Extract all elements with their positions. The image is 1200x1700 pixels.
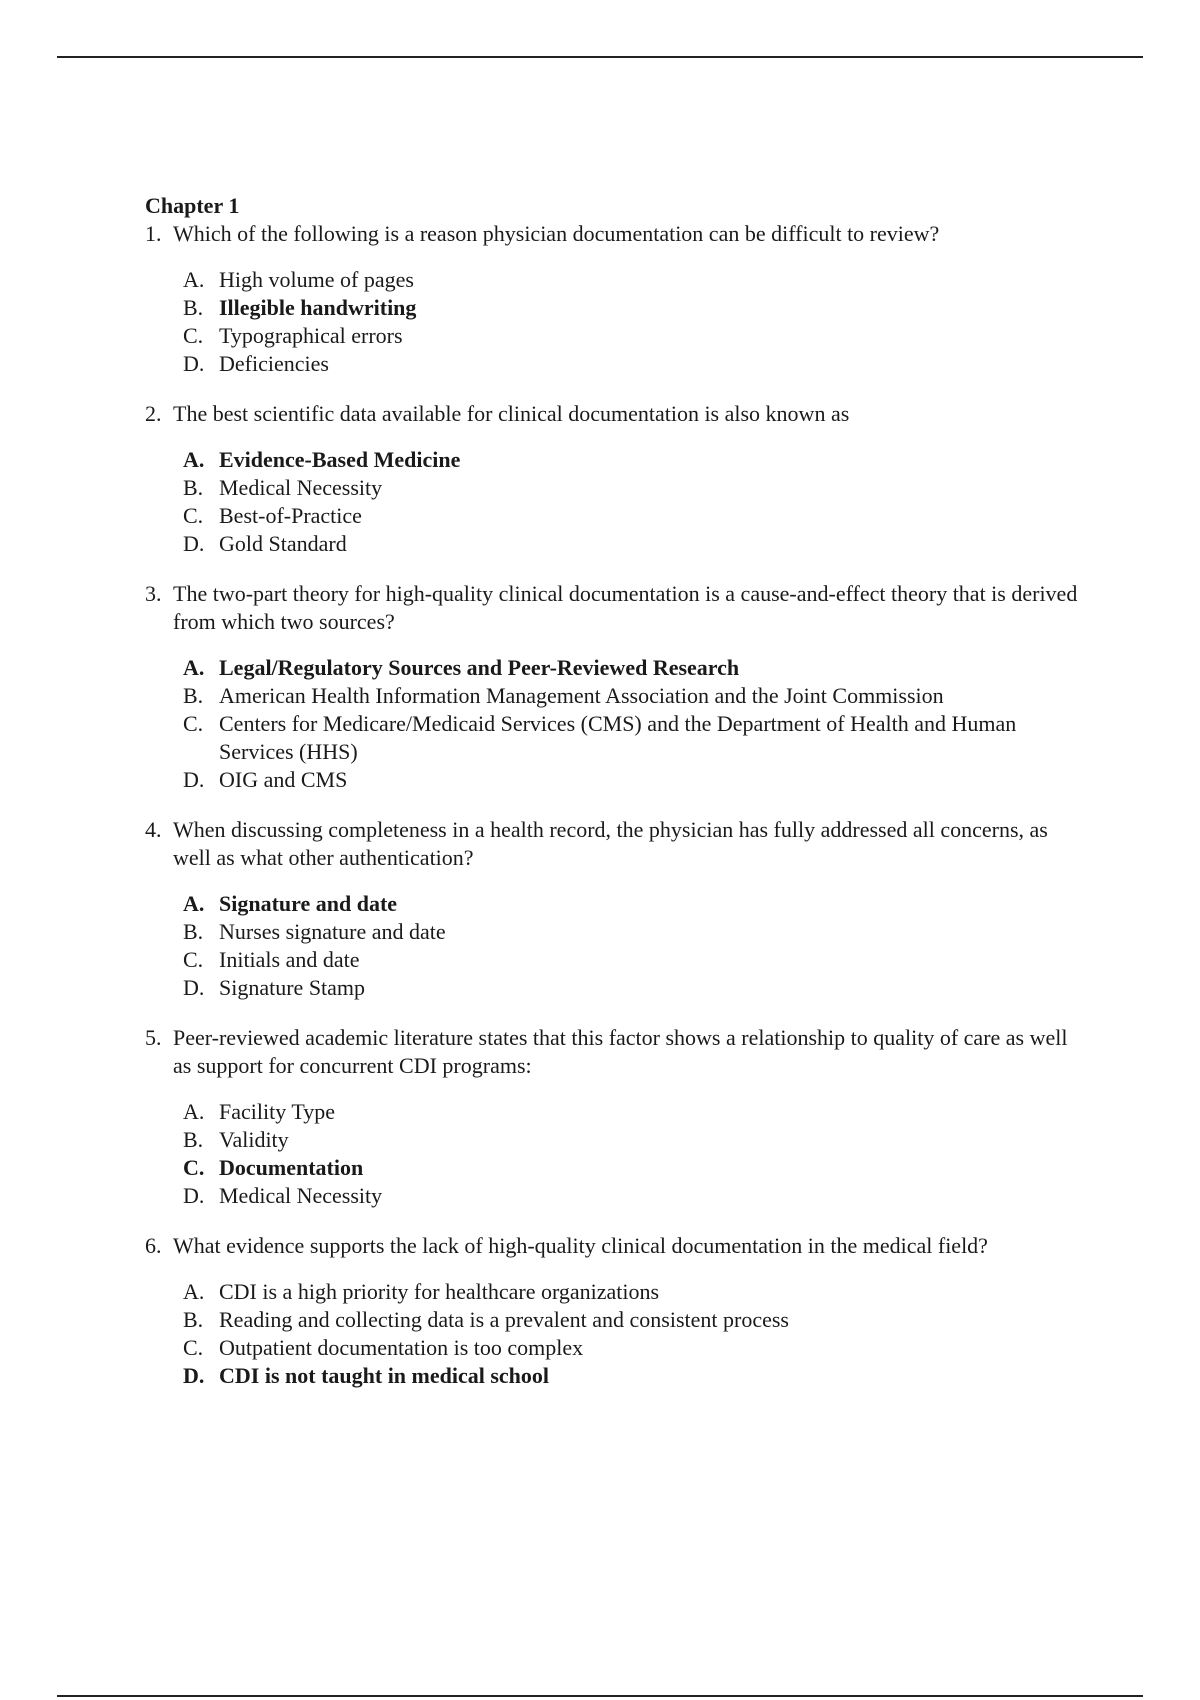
question-text: [145, 580, 1085, 636]
option-text: High volume of pages: [219, 267, 414, 292]
option-text: CDI is not taught in medical school: [219, 1363, 550, 1388]
option-b: [183, 918, 1085, 946]
option-letter: D.: [183, 1183, 205, 1208]
option-letter: A.: [183, 267, 205, 292]
question-prompt: When discussing completeness in a health record, the physician has fully addressed all concerns, as well as what other authentication?: [173, 817, 1048, 870]
option-text: Best-of-Practice: [219, 503, 362, 528]
option-letter: C.: [183, 711, 204, 736]
answer-options: [145, 890, 1085, 1002]
option-letter: C.: [183, 323, 204, 348]
option-letter: D.: [183, 351, 205, 376]
option-letter: B.: [183, 295, 204, 320]
option-letter: B.: [183, 475, 204, 500]
answer-options: [145, 654, 1085, 794]
question-number: 2.: [145, 401, 162, 426]
chapter-title: Chapter 1: [145, 193, 240, 218]
bottom-rule: [57, 1695, 1143, 1697]
question-6: [145, 1232, 1085, 1390]
option-b: [183, 1306, 1085, 1334]
answer-options: [145, 446, 1085, 558]
option-a-correct: [183, 890, 1085, 918]
option-text: Deficiencies: [219, 351, 329, 376]
option-letter: A.: [183, 1279, 205, 1304]
option-text: Legal/Regulatory Sources and Peer-Reviewed Research: [219, 655, 740, 680]
question-text: [145, 220, 1085, 248]
option-text: Medical Necessity: [219, 1183, 383, 1208]
option-letter: A.: [183, 891, 205, 916]
option-letter: A.: [183, 655, 205, 680]
option-text: Gold Standard: [219, 531, 347, 556]
option-text: Facility Type: [219, 1099, 335, 1124]
question-text: [145, 400, 1085, 428]
option-d: [183, 766, 1085, 794]
question-3: [145, 580, 1085, 794]
option-a-correct: [183, 654, 1085, 682]
option-text: Initials and date: [219, 947, 360, 972]
option-text: Reading and collecting data is a prevalent and consistent process: [219, 1307, 789, 1332]
option-letter: B.: [183, 1127, 204, 1152]
option-d: [183, 530, 1085, 558]
option-b: [183, 682, 1085, 710]
option-a: [183, 1278, 1085, 1306]
option-b: [183, 1126, 1085, 1154]
question-1: [145, 220, 1085, 378]
option-a-correct: [183, 446, 1085, 474]
option-d-correct: [183, 1362, 1085, 1390]
option-letter: D.: [183, 975, 205, 1000]
option-text: Validity: [219, 1127, 289, 1152]
option-text: Evidence-Based Medicine: [219, 447, 461, 472]
option-text: Nurses signature and date: [219, 919, 446, 944]
option-c: [183, 710, 1085, 766]
option-text: CDI is a high priority for healthcare organizations: [219, 1279, 660, 1304]
question-number: 5.: [145, 1025, 162, 1050]
option-text: American Health Information Management Association and the Joint Commission: [219, 683, 944, 708]
option-letter: B.: [183, 919, 204, 944]
option-a: [183, 266, 1085, 294]
answer-options: [145, 1278, 1085, 1390]
question-5: [145, 1024, 1085, 1210]
question-4: [145, 816, 1085, 1002]
option-text: Outpatient documentation is too complex: [219, 1335, 584, 1360]
question-number: 1.: [145, 221, 162, 246]
option-c: [183, 322, 1085, 350]
question-text: [145, 1232, 1085, 1260]
option-text: Typographical errors: [219, 323, 403, 348]
option-d: [183, 1182, 1085, 1210]
option-text: Documentation: [219, 1155, 364, 1180]
question-prompt: Which of the following is a reason physician documentation can be difficult to review?: [173, 221, 940, 246]
question-number: 4.: [145, 817, 162, 842]
option-letter: D.: [183, 767, 205, 792]
option-letter: B.: [183, 683, 204, 708]
option-b: [183, 474, 1085, 502]
question-prompt: The best scientific data available for clinical documentation is also known as: [173, 401, 850, 426]
option-letter: A.: [183, 447, 205, 472]
option-text: Centers for Medicare/Medicaid Services (CMS) and the Department of Health and Human Services (HHS): [219, 711, 1017, 764]
option-text: Illegible handwriting: [219, 295, 417, 320]
option-d: [183, 974, 1085, 1002]
option-c: [183, 502, 1085, 530]
question-prompt: Peer-reviewed academic literature states that this factor shows a relationship to quality of care as well as support for concurrent CDI programs:: [173, 1025, 1068, 1078]
document-body: [145, 192, 1085, 1390]
option-c: [183, 946, 1085, 974]
option-text: Signature and date: [219, 891, 398, 916]
option-text: Medical Necessity: [219, 475, 383, 500]
option-a: [183, 1098, 1085, 1126]
option-letter: D.: [183, 531, 205, 556]
answer-options: [145, 1098, 1085, 1210]
option-letter: C.: [183, 1155, 205, 1180]
option-letter: C.: [183, 503, 204, 528]
question-text: [145, 816, 1085, 872]
option-text: Signature Stamp: [219, 975, 366, 1000]
question-prompt: The two-part theory for high-quality clinical documentation is a cause-and-effect theory that is derived from which two sources?: [173, 581, 1078, 634]
option-letter: A.: [183, 1099, 205, 1124]
question-2: [145, 400, 1085, 558]
option-text: OIG and CMS: [219, 767, 348, 792]
question-number: 3.: [145, 581, 162, 606]
option-d: [183, 350, 1085, 378]
option-c-correct: [183, 1154, 1085, 1182]
question-prompt: What evidence supports the lack of high-quality clinical documentation in the medical field?: [173, 1233, 988, 1258]
question-text: [145, 1024, 1085, 1080]
option-c: [183, 1334, 1085, 1362]
question-number: 6.: [145, 1233, 162, 1258]
option-letter: C.: [183, 947, 204, 972]
top-rule: [57, 56, 1143, 58]
option-letter: D.: [183, 1363, 205, 1388]
option-b-correct: [183, 294, 1085, 322]
answer-options: [145, 266, 1085, 378]
option-letter: B.: [183, 1307, 204, 1332]
option-letter: C.: [183, 1335, 204, 1360]
